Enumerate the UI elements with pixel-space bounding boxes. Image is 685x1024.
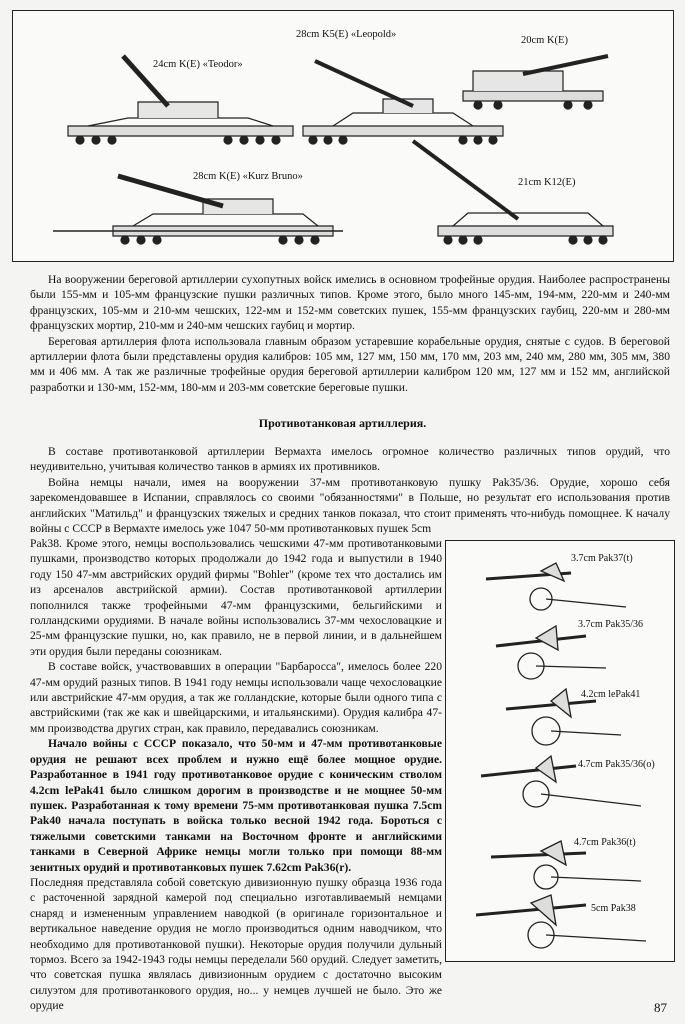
caption-kurz-bruno: 28cm K(E) «Kurz Bruno» [193, 171, 303, 182]
antitank-intro [30, 444, 670, 536]
caption-pak35-36: 3.7cm Pak35/36 [578, 619, 643, 630]
paragraph: В составе войск, участвовавших в операции "Барбаросса", имелось более 220 47-мм орудий разных типов. В 1941 году немцы использовали чаще чехословацкие или австрийские 47-мм орудия, а так же голландские, которые были одного типа с австрийскими (так же как и швейцарскими, и итальянскими). Орудия калибра 47-мм производства других стран, как правило, передавались союзникам. [30, 660, 442, 735]
gun-pak36t [491, 841, 641, 889]
gun-pak37t [486, 563, 626, 610]
railway-gun-20cm [463, 56, 608, 109]
coastal-text [30, 272, 670, 395]
railway-gun-k12 [413, 141, 613, 244]
railway-guns-figure [12, 10, 674, 262]
caption-pak38: 5cm Pak38 [591, 903, 636, 914]
paragraph: Начало войны с СССР показало, что 50-мм и 47-мм противотанковые орудия не решают всех проблем и нужно ещё более мощное орудие. Разработанное в 1941 году противотанковое орудие с коническим стволом 4.2cm lePak41 было слишком дорогим в производстве и не мощнее 50-мм пушек. Разработанная к тому времени 75-мм противотанковая пушка 7.5cm Pak40 начала поступать в войска только весной 1942 года. Бороться с тяжелыми советскими танками на Восточном фронте и английскими танками в Северной Африке немцы могли только при помощи 88-мм зенитных орудий и противотанковых пушек 7.62cm Pak36(r). [30, 737, 442, 874]
antitank-column [30, 536, 442, 1014]
paragraph: Последняя представляла собой советскую дивизионную пушку образца 1936 года с расточенной зарядной камерой под специально изготавливаемый немцами снаряд и измененным управлением наводкой (в оригинале горизонтальное и вертикальное наведение орудия не могло производиться одним наводчиком, что необходимо для противотанковой пушки). Некоторые орудия получили дульный тормоз. Всего за 1942-1943 годы немцы переделали 560 орудий. Следует заметить, что советская пушка являлась дивизионным орудием с достаточно высоким силуэтом для противотанкового орудия, но... у немцев лучшей не было. Это же орудие [30, 875, 442, 1013]
paragraph: Pak38. Кроме этого, немцы воспользовались чешскими 47-мм противотанковыми пушками, производство которых продолжали до 1942 года и выпустили в 1940 году 150 47-мм австрийских орудий фирмы "Bohler" (кроме тех что достались им из арсеналов австрийской армии). Состав противотанковой артиллерии пополнился также трофейными 47-мм французскими, бельгийскими и голландскими орудиями. В начале войны использовались 37-мм чехословацкие и 25-мм французские пушки, но, как правило, не в первой линии, и в дальнейшем эти орудия были переданы союзникам. [30, 537, 442, 658]
caption-20cm: 20cm K(E) [521, 35, 568, 46]
railway-gun-drawing-icon [13, 11, 673, 261]
caption-pak37t: 3.7cm Pak37(t) [571, 553, 633, 564]
caption-lepak41: 4.2cm lePak41 [581, 689, 641, 700]
page-number: 87 [654, 1000, 667, 1015]
paragraph: В составе противотанковой артиллерии Вермахта имелось огромное количество различных типов орудий, что неудивительно, учитывая количество танков в армиях их противников. [30, 445, 670, 474]
paragraph: На вооружении береговой артиллерии сухопутных войск имелись в основном трофейные орудия. Наиболее распространены были 155-мм и 105-мм французские пушки различных типов. Кроме этого, было много 145-мм, 194-мм, 220-мм и 240-мм французских, 105-мм и 210-мм чешских, 122-мм и 152-мм советских пушек, 155-мм французских гаубиц, 220-мм и 280-мм французских мортир, 210-мм и 240-мм чешских гаубиц и мортир. [30, 273, 670, 333]
caption-leopold: 28cm K5(E) «Leopold» [296, 29, 397, 40]
anti-tank-gun-drawing-icon [446, 541, 674, 961]
section-heading: Противотанковая артиллерия. [258, 416, 427, 430]
railway-gun-kurz-bruno [113, 176, 333, 244]
paragraph: Война немцы начали, имея на вооружении 37-мм противотанковую пушку Pak35/36. Орудие, хорошо себя зарекомендовавшее в Испании, справлялось со своими "обязанностями" в Польше, но результат его использования против английских "Матильд" и французских тяжелых и средних танков показал, что стоит применять что-нибудь помощнее. К началу войны с СССР в Вермахте имелось уже 1047 50-мм противотанковых пушек 5cm [30, 475, 670, 536]
paragraph: Береговая артиллерия флота использовала главным образом устаревшие корабельные орудия, снятые с судов. В береговой артиллерии флота были представлены орудия калибров: 105 мм, 127 мм, 150 мм, 170 мм, 203 мм, 240 мм, 280 мм, 305 мм, 380 мм и 406 мм. А так же различные трофейные орудия береговой артиллерии калибром 120 мм, 127 мм и 152 мм, английской разработки и 130-мм, 152-мм, 180-мм и 203-мм советские береговые пушки. [30, 334, 670, 394]
caption-k12: 21cm K12(E) [518, 177, 576, 188]
antitank-guns-figure [445, 540, 675, 962]
caption-pak36t: 4.7cm Pak36(t) [574, 837, 636, 848]
caption-teodor: 24cm K(E) «Teodor» [153, 59, 243, 70]
caption-pak35-36-o: 4.7cm Pak35/36(o) [578, 759, 655, 770]
gun-pak35-36 [496, 626, 606, 679]
